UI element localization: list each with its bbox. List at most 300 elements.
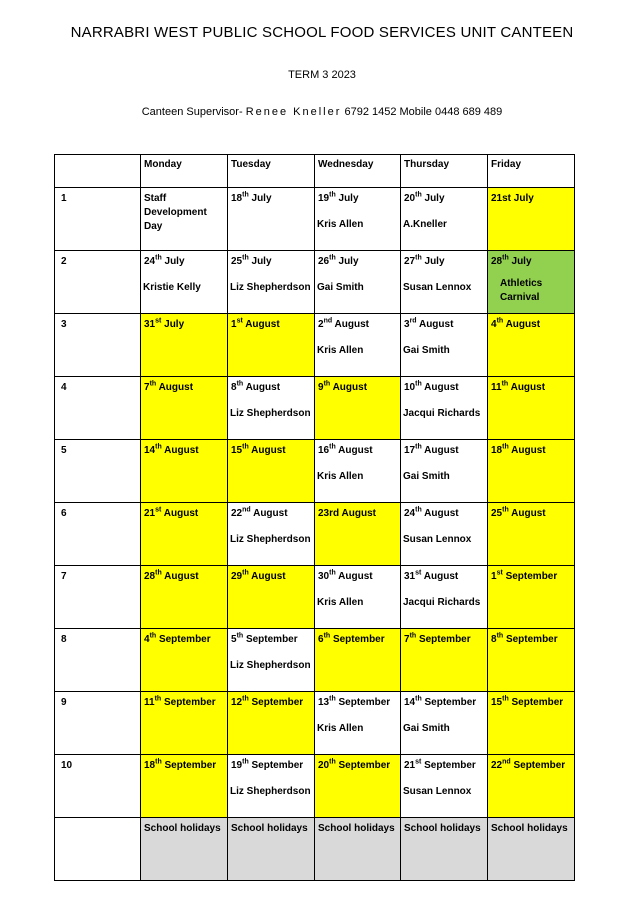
day-cell-monday	[141, 440, 228, 503]
day-cell-wednesday	[315, 629, 401, 692]
date-day: 18	[144, 760, 156, 771]
day-cell-tuesday	[228, 692, 315, 755]
week-number: 2	[61, 256, 67, 267]
week-row	[55, 188, 575, 251]
week-row	[55, 314, 575, 377]
week-number-cell	[55, 314, 141, 377]
date-label	[315, 440, 400, 458]
roster-body	[55, 155, 575, 881]
date-day: 4	[144, 634, 150, 645]
date-day: Staff Development Day	[144, 193, 207, 232]
date-ordinal: th	[236, 632, 244, 640]
volunteer-name: Kris Allen	[317, 723, 364, 734]
date-day: 16	[318, 445, 330, 456]
date-month: September	[421, 760, 476, 771]
date-month: August	[250, 508, 288, 519]
date-ordinal: st	[236, 317, 243, 325]
date-ordinal: th	[415, 695, 422, 703]
header-cell-wednesday	[315, 155, 401, 188]
day-cell-tuesday	[228, 188, 315, 251]
supervisor-line	[0, 106, 644, 118]
date-day: 10	[404, 382, 416, 393]
date-month: August	[332, 319, 369, 330]
date-month: August	[156, 382, 194, 393]
date-day: 9	[318, 382, 324, 393]
day-cell-thursday	[401, 188, 488, 251]
day-cell-friday	[488, 755, 575, 818]
date-ordinal: th	[329, 191, 336, 199]
volunteer-name: Kris Allen	[317, 597, 364, 608]
week-row	[55, 440, 575, 503]
date-day: 5	[231, 634, 237, 645]
day-cell-monday	[141, 314, 228, 377]
date-day: 14	[404, 697, 416, 708]
day-cell-tuesday	[228, 314, 315, 377]
date-ordinal: th	[242, 695, 249, 703]
week-number: 1	[61, 193, 67, 204]
week-row	[55, 629, 575, 692]
date-label	[228, 188, 314, 206]
date-ordinal: th	[155, 443, 162, 451]
date-month: August	[335, 571, 373, 582]
date-ordinal: th	[323, 380, 331, 388]
date-ordinal: th	[409, 632, 417, 640]
date-day: 4	[491, 319, 497, 330]
week-number: 4	[61, 382, 67, 393]
date-ordinal: st	[155, 506, 162, 514]
date-ordinal: th	[502, 254, 509, 262]
date-ordinal: th	[242, 569, 249, 577]
date-month: July	[421, 193, 445, 204]
date-label	[228, 440, 314, 458]
supervisor-prefix: Canteen Supervisor-	[141, 106, 246, 118]
date-ordinal: th	[242, 443, 249, 451]
volunteer-name: Kristie Kelly	[143, 282, 201, 293]
header-cell-blank	[55, 155, 141, 188]
date-day: 6	[318, 634, 324, 645]
holidays-blank-cell	[55, 818, 141, 881]
page-title: NARRABRI WEST PUBLIC SCHOOL FOOD SERVICES UNIT CANTEEN	[70, 24, 574, 41]
date-month: August	[161, 571, 199, 582]
day-cell-wednesday	[315, 377, 401, 440]
header-cell-monday	[141, 155, 228, 188]
day-cell-thursday	[401, 566, 488, 629]
date-month: July	[161, 319, 185, 330]
date-month: August	[421, 508, 459, 519]
header-cell-friday	[488, 155, 575, 188]
date-label	[488, 188, 574, 206]
day-cell-thursday	[401, 440, 488, 503]
date-ordinal: th	[154, 695, 162, 703]
date-ordinal: th	[496, 632, 504, 640]
week-row	[55, 755, 575, 818]
date-label	[315, 377, 400, 395]
date-month: July	[421, 256, 445, 267]
week-number-cell	[55, 566, 141, 629]
date-ordinal: th	[502, 443, 509, 451]
date-day: 25	[231, 256, 243, 267]
volunteer-name: Gai Smith	[403, 471, 450, 482]
date-month: August	[421, 382, 459, 393]
date-month: September	[416, 634, 471, 645]
date-ordinal: nd	[242, 506, 251, 514]
day-cell-monday	[141, 377, 228, 440]
date-label	[141, 755, 227, 773]
volunteer-name: Kris Allen	[317, 471, 364, 482]
supervisor-phone: 6792 1452 Mobile 0448 689 489	[341, 106, 503, 118]
week-number: 8	[61, 634, 67, 645]
date-label	[141, 440, 227, 458]
date-ordinal: th	[415, 191, 422, 199]
date-label	[141, 251, 227, 269]
date-label	[228, 251, 314, 269]
date-day: 15	[231, 445, 243, 456]
date-day: 19	[318, 193, 330, 204]
date-day: 30	[318, 571, 330, 582]
date-day: 31	[404, 571, 416, 582]
date-month: August	[330, 382, 368, 393]
week-number-cell	[55, 251, 141, 314]
week-row	[55, 377, 575, 440]
day-cell-wednesday	[315, 314, 401, 377]
volunteer-name: Susan Lennox	[403, 534, 472, 545]
date-label	[228, 566, 314, 584]
date-month: July	[335, 256, 359, 267]
week-number-cell	[55, 755, 141, 818]
date-day: 26	[318, 256, 330, 267]
date-day: 31	[144, 319, 156, 330]
date-label	[315, 314, 400, 332]
week-number-cell	[55, 188, 141, 251]
date-label	[488, 440, 574, 458]
date-day: 29	[231, 571, 243, 582]
date-label	[315, 566, 400, 584]
date-month: July	[335, 193, 359, 204]
day-cell-thursday	[401, 251, 488, 314]
day-cell-monday	[141, 629, 228, 692]
date-month: September	[508, 697, 564, 708]
date-ordinal: th	[329, 758, 336, 766]
column-header: Tuesday	[231, 159, 271, 170]
date-month: September	[161, 697, 216, 708]
date-month: September	[335, 697, 391, 708]
date-label	[488, 503, 574, 521]
week-row	[55, 566, 575, 629]
date-day: 1	[231, 319, 237, 330]
day-cell-monday	[141, 188, 228, 251]
date-day: 23rd August	[318, 508, 376, 519]
date-label	[228, 314, 314, 332]
date-month: August	[416, 319, 454, 330]
date-month: August	[421, 445, 459, 456]
date-day: 7	[404, 634, 410, 645]
day-cell-wednesday	[315, 692, 401, 755]
date-label	[141, 692, 227, 710]
volunteer-name: Gai Smith	[403, 345, 450, 356]
date-day: 27	[404, 256, 416, 267]
date-label	[228, 377, 314, 395]
volunteer-name: Liz Shepherdson	[230, 534, 311, 545]
day-cell-thursday	[401, 629, 488, 692]
holiday-label: School holidays	[144, 823, 221, 834]
date-ordinal: th	[242, 191, 249, 199]
header-cell-thursday	[401, 155, 488, 188]
date-day: 21	[144, 508, 156, 519]
date-label	[401, 188, 487, 206]
date-day: 19	[231, 760, 243, 771]
date-label	[401, 377, 487, 395]
date-ordinal: th	[502, 695, 509, 703]
week-number-cell	[55, 440, 141, 503]
date-ordinal: th	[329, 569, 336, 577]
day-cell-thursday	[401, 503, 488, 566]
day-cell-wednesday	[315, 188, 401, 251]
day-cell-monday	[141, 566, 228, 629]
date-day: 28	[144, 571, 156, 582]
date-day: 24	[404, 508, 416, 519]
day-cell-friday	[488, 692, 575, 755]
date-label	[488, 314, 574, 332]
day-cell-friday	[488, 251, 575, 314]
column-header: Friday	[491, 159, 522, 170]
date-month: August	[243, 382, 281, 393]
day-cell-friday	[488, 314, 575, 377]
header-row	[55, 155, 575, 188]
week-number-cell	[55, 692, 141, 755]
day-cell-wednesday	[315, 440, 401, 503]
date-ordinal: rd	[409, 317, 417, 325]
date-day: 7	[144, 382, 150, 393]
volunteer-name: Gai Smith	[317, 282, 364, 293]
holiday-cell-wednesday	[315, 818, 401, 881]
date-label	[488, 566, 574, 584]
date-month: September	[503, 634, 558, 645]
week-number: 5	[61, 445, 67, 456]
volunteer-name: Susan Lennox	[403, 282, 472, 293]
date-month: August	[508, 508, 546, 519]
holiday-label: School holidays	[491, 823, 568, 834]
date-month: August	[421, 571, 459, 582]
date-label	[315, 755, 400, 773]
date-month: September	[248, 760, 304, 771]
day-cell-tuesday	[228, 566, 315, 629]
date-ordinal: th	[149, 632, 157, 640]
day-cell-wednesday	[315, 503, 401, 566]
date-day: 1	[491, 571, 497, 582]
date-ordinal: th	[329, 695, 336, 703]
day-cell-friday	[488, 629, 575, 692]
volunteer-name: Jacqui Richards	[403, 597, 481, 608]
week-number-cell	[55, 377, 141, 440]
date-label	[228, 755, 314, 773]
date-day: 3	[404, 319, 410, 330]
date-ordinal: th	[323, 632, 331, 640]
column-header: Wednesday	[318, 159, 374, 170]
week-row	[55, 251, 575, 314]
date-day: 8	[491, 634, 497, 645]
date-ordinal: st	[496, 569, 503, 577]
date-day: 28	[491, 256, 503, 267]
date-label	[141, 188, 227, 234]
volunteer-name: Athletics Carnival	[500, 278, 543, 303]
date-label	[141, 503, 227, 521]
date-month: July	[248, 256, 272, 267]
date-ordinal: th	[155, 758, 162, 766]
day-cell-thursday	[401, 755, 488, 818]
date-ordinal: th	[415, 443, 422, 451]
date-day: 18	[231, 193, 243, 204]
date-label	[401, 692, 487, 710]
date-ordinal: nd	[502, 758, 511, 766]
date-month: September	[161, 760, 217, 771]
date-month: September	[243, 634, 298, 645]
date-day: 22	[491, 760, 503, 771]
week-number-cell	[55, 629, 141, 692]
date-day: 2	[318, 319, 324, 330]
column-header: Thursday	[404, 159, 450, 170]
volunteer-name: Kris Allen	[317, 345, 364, 356]
date-month: September	[156, 634, 211, 645]
week-number-cell	[55, 503, 141, 566]
day-cell-monday	[141, 692, 228, 755]
date-label	[488, 377, 574, 395]
volunteer-name: Liz Shepherdson	[230, 282, 311, 293]
date-month: July	[161, 256, 185, 267]
volunteer-name: Liz Shepherdson	[230, 660, 311, 671]
day-cell-wednesday	[315, 566, 401, 629]
volunteer-name: Susan Lennox	[403, 786, 472, 797]
date-ordinal: th	[496, 317, 504, 325]
day-cell-thursday	[401, 692, 488, 755]
date-label	[141, 377, 227, 395]
date-label	[315, 503, 400, 521]
day-cell-friday	[488, 566, 575, 629]
date-label	[488, 755, 574, 773]
holiday-label: School holidays	[231, 823, 308, 834]
date-ordinal: th	[329, 443, 336, 451]
day-cell-monday	[141, 755, 228, 818]
week-row	[55, 692, 575, 755]
date-label	[488, 251, 574, 269]
day-cell-tuesday	[228, 251, 315, 314]
day-cell-thursday	[401, 314, 488, 377]
date-label	[401, 503, 487, 521]
date-label	[315, 692, 400, 710]
date-ordinal: st	[415, 758, 422, 766]
date-label	[488, 629, 574, 647]
date-month: August	[248, 571, 286, 582]
header-cell-tuesday	[228, 155, 315, 188]
date-label	[315, 251, 400, 269]
holidays-row	[55, 818, 575, 881]
date-month: August	[248, 445, 286, 456]
date-label	[401, 566, 487, 584]
date-label	[141, 629, 227, 647]
date-ordinal: th	[415, 380, 422, 388]
holiday-cell-thursday	[401, 818, 488, 881]
date-ordinal: th	[155, 254, 162, 262]
date-day: 12	[231, 697, 243, 708]
date-month: July	[248, 193, 272, 204]
date-label	[315, 188, 400, 206]
date-ordinal: th	[329, 254, 336, 262]
volunteer-name: Jacqui Richards	[403, 408, 481, 419]
date-label	[488, 692, 574, 710]
day-cell-tuesday	[228, 629, 315, 692]
date-month: September	[330, 634, 385, 645]
holiday-cell-tuesday	[228, 818, 315, 881]
volunteer-name: Gai Smith	[403, 723, 450, 734]
date-label	[228, 629, 314, 647]
date-month: August	[503, 319, 541, 330]
day-cell-wednesday	[315, 755, 401, 818]
volunteer-name: Kris Allen	[317, 219, 364, 230]
day-cell-friday	[488, 377, 575, 440]
date-label	[315, 629, 400, 647]
term-label: TERM 3 2023	[288, 69, 356, 81]
date-month: September	[421, 697, 477, 708]
date-label	[401, 440, 487, 458]
date-month: August	[161, 508, 199, 519]
supervisor-name: Renee Kneller	[245, 106, 342, 118]
day-cell-friday	[488, 440, 575, 503]
week-number: 6	[61, 508, 67, 519]
date-ordinal: st	[415, 569, 422, 577]
date-ordinal: nd	[323, 317, 333, 325]
date-label	[228, 692, 314, 710]
date-label	[401, 251, 487, 269]
week-number: 3	[61, 319, 67, 330]
date-day: 20	[404, 193, 416, 204]
date-month: August	[508, 445, 546, 456]
date-month: September	[502, 571, 558, 582]
date-month: August	[242, 319, 280, 330]
date-day: 14	[144, 445, 156, 456]
day-cell-tuesday	[228, 503, 315, 566]
date-ordinal: th	[502, 506, 509, 514]
date-label	[401, 314, 487, 332]
date-month: July	[508, 256, 532, 267]
canteen-roster-table	[54, 154, 575, 881]
date-month: August	[161, 445, 199, 456]
day-cell-tuesday	[228, 377, 315, 440]
date-ordinal: th	[236, 380, 244, 388]
week-number: 9	[61, 697, 67, 708]
date-ordinal: th	[242, 254, 249, 262]
date-day: 17	[404, 445, 416, 456]
volunteer-name: Liz Shepherdson	[230, 786, 311, 797]
day-cell-monday	[141, 503, 228, 566]
date-day: 20	[318, 760, 330, 771]
date-day: 21	[404, 760, 416, 771]
date-day: 25	[491, 508, 503, 519]
date-ordinal: th	[501, 380, 509, 388]
day-cell-friday	[488, 188, 575, 251]
day-cell-monday	[141, 251, 228, 314]
date-label	[401, 629, 487, 647]
week-number: 10	[61, 760, 73, 771]
date-label	[141, 314, 227, 332]
date-ordinal: th	[155, 569, 162, 577]
date-month: September	[248, 697, 304, 708]
week-row	[55, 503, 575, 566]
day-cell-thursday	[401, 377, 488, 440]
date-label	[141, 566, 227, 584]
holiday-label: School holidays	[318, 823, 395, 834]
date-ordinal: th	[242, 758, 249, 766]
volunteer-name: A.Kneller	[403, 219, 447, 230]
volunteer-name: Liz Shepherdson	[230, 408, 311, 419]
